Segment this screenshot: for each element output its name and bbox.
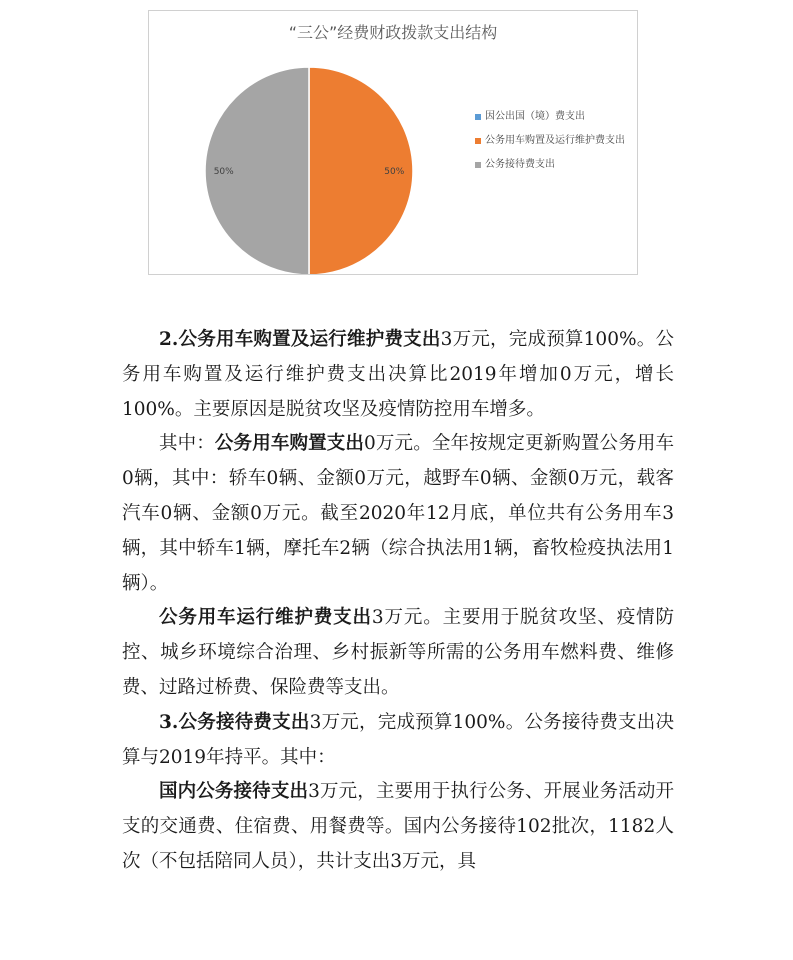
heading-vehicle-purchase: 公务用车购置支出 bbox=[214, 433, 365, 455]
paragraph-vehicle-purchase-text: 0万元。全年按规定更新购置公务用车0辆，其中：轿车0辆、金额0万元，越野车0辆、金额0万元，载客汽车0辆、金额0万元。截至2020年12月底，单位共有公务用车3辆，其中轿车1辆，摩托车2辆（综合执法用1辆，畜牧检疫执法用1辆）。 bbox=[122, 433, 674, 594]
paragraph-vehicle-purchase-prefix: 其中： bbox=[159, 433, 215, 455]
heading-vehicle-total: 2.公务用车购置及运行维护费支出 bbox=[159, 329, 441, 350]
paragraph-domestic-reception bbox=[122, 775, 674, 879]
legend-item-vehicle bbox=[475, 135, 635, 147]
pie-label-reception: 50% bbox=[213, 167, 234, 177]
legend-item-reception bbox=[475, 159, 635, 171]
paragraph-vehicle-purchase bbox=[122, 427, 674, 601]
paragraph-vehicle-total bbox=[122, 323, 674, 427]
heading-vehicle-maintenance: 公务用车运行维护费支出 bbox=[159, 607, 372, 629]
paragraph-domestic-reception-text: 3万元，主要用于执行公务、开展业务活动开支的交通费、住宿费、用餐费等。国内公务接待102批次，1182人次（不包括陪同人员），共计支出3万元，具 bbox=[122, 781, 674, 872]
legend-label-vehicle: 公务用车购置及运行维护费支出 bbox=[485, 135, 625, 146]
legend-label-overseas: 因公出国（境）费支出 bbox=[485, 111, 585, 122]
chart-legend bbox=[475, 111, 635, 183]
legend-item-overseas bbox=[475, 111, 635, 123]
legend-swatch-vehicle bbox=[475, 138, 481, 144]
pie-chart bbox=[148, 10, 638, 275]
document-body bbox=[122, 323, 674, 880]
paragraph-reception-total-text: 3万元，完成预算100%。公务接待费支出决算与2019年持平。其中： bbox=[122, 711, 674, 768]
heading-reception-total: 3.公务接待费支出 bbox=[159, 711, 310, 733]
pie-label-vehicle: 50% bbox=[384, 167, 405, 177]
paragraph-reception-total bbox=[122, 706, 674, 776]
legend-swatch-overseas bbox=[475, 114, 481, 120]
paragraph-vehicle-total-text: 3万元，完成预算100%。公务用车购置及运行维护费支出决算比2019年增加0万元，增长100%。主要原因是脱贫攻坚及疫情防控用车增多。 bbox=[122, 329, 674, 420]
chart-title: “三公”经费财政拨款支出结构 bbox=[288, 23, 498, 42]
legend-label-reception: 公务接待费支出 bbox=[485, 159, 555, 170]
legend-swatch-reception bbox=[475, 162, 481, 168]
paragraph-vehicle-maintenance-text: 3万元。主要用于脱贫攻坚、疫情防控、城乡环境综合治理、乡村振新等所需的公务用车燃料费、维修费、过路过桥费、保险费等支出。 bbox=[122, 607, 674, 698]
heading-domestic-reception: 国内公务接待支出 bbox=[159, 781, 309, 803]
paragraph-vehicle-maintenance bbox=[122, 601, 674, 705]
